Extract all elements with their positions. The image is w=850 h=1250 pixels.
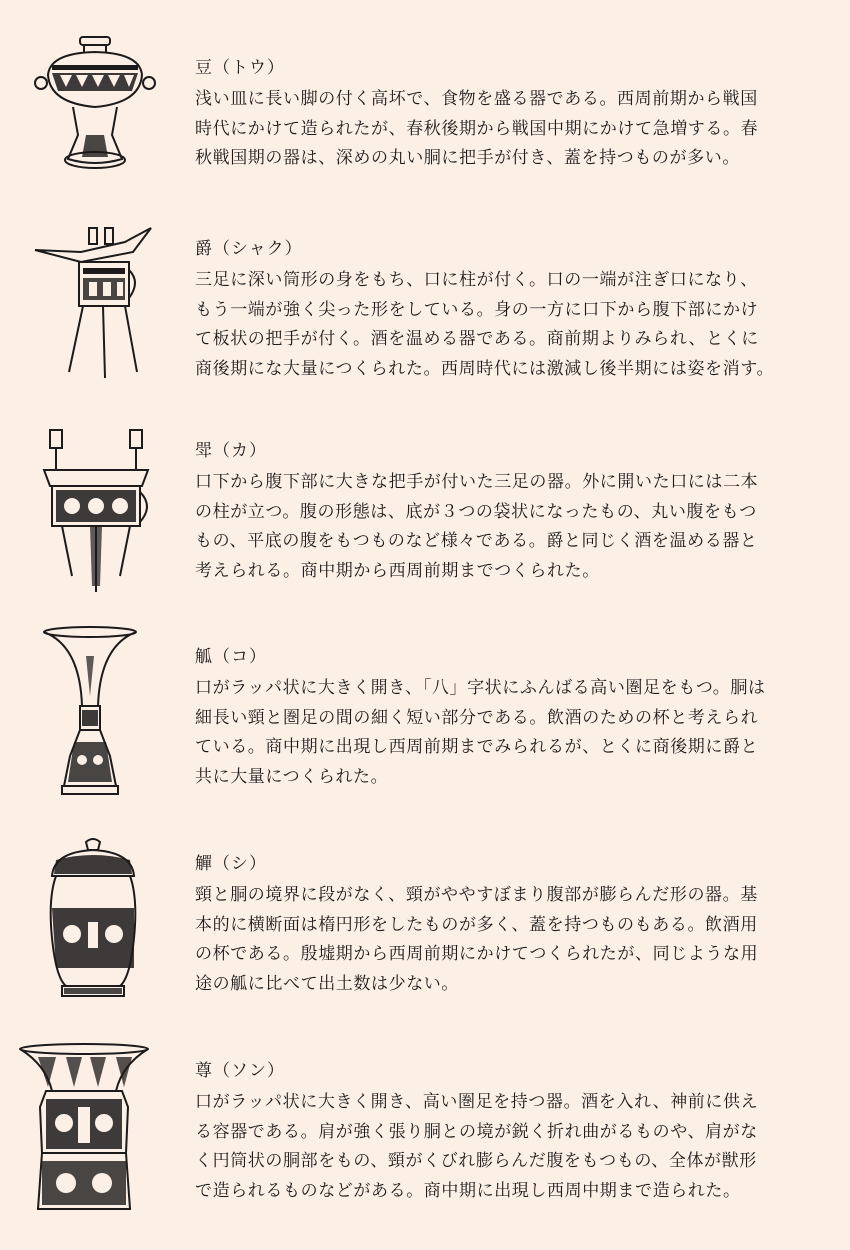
entry-line: もう一端が強く尖った形をしている。身の一方に口下から腹下部にかけ xyxy=(195,299,759,320)
entry-line: 口がラッパ状に大きく開き、「八」字状にふんばる高い圏足をもつ。胴は xyxy=(195,678,766,698)
entry-line: の杯である。殷墟期から西周前期にかけてつくられたが、同じような用 xyxy=(195,944,759,964)
entry-heading: 觚（コ） xyxy=(195,647,267,667)
gu-vessel-icon xyxy=(40,626,140,798)
entry-line: 浅い皿に長い脚の付く高坏で、食物を盛る器である。西周前期から戦国 xyxy=(195,89,758,109)
dou-vessel-icon xyxy=(28,35,163,175)
entry-heading: 斝（カ） xyxy=(195,441,267,461)
jue-vessel-icon xyxy=(33,222,153,382)
jia-vessel-icon xyxy=(36,426,156,596)
entry-line: て板状の把手が付く。酒を温める器である。商前期よりみられ、とくに xyxy=(195,329,759,349)
entry-line: く円筒状の胴部をもの、頸がくびれ膨らんだ腹をもつもの、全体が獣形 xyxy=(195,1151,757,1171)
entry-line: 三足に深い筒形の身をもち、口に柱が付く。口の一端が注ぎ口になり、 xyxy=(195,270,758,290)
entry-line: 時代にかけて造られたが、春秋後期から戦国中期にかけて急増する。春 xyxy=(195,118,759,139)
entry-heading: 尊（ソン） xyxy=(195,1061,285,1081)
entry-line: で造られるものなどがある。商中期に出現し西周中期まで造られた。 xyxy=(195,1180,741,1201)
entry-line: 口下から腹下部に大きな把手が付いた三足の器。外に開いた口には二本 xyxy=(195,472,759,492)
entry-line: 細長い頸と圏足の間の細く短い部分である。飲酒のための杯と考えられ xyxy=(195,707,759,728)
entry-heading: 觶（シ） xyxy=(195,854,267,874)
entry-heading: 爵（シャク） xyxy=(195,239,303,259)
entry-line: 共に大量につくられた。 xyxy=(195,766,389,787)
entry-line: る容器である。肩が強く張り胴との境が鋭く折れ曲がるものや、肩がな xyxy=(195,1121,758,1142)
entry-line: 頸と胴の境界に段がなく、頸がややすぼまり腹部が膨らんだ形の器。基 xyxy=(195,885,758,905)
entry-line: 途の觚に比べて出土数は少ない。 xyxy=(195,973,459,994)
entry-line: もの、平底の腹をもつものなど様々である。爵と同じく酒を温める器と xyxy=(195,531,758,551)
entry-line: 秋戦国期の器は、深めの丸い胴に把手が付き、蓋を持つものが多い。 xyxy=(195,148,740,168)
entry-heading: 豆（トウ） xyxy=(195,58,285,78)
entry-line: 考えられる。商中期から西周前期までつくられた。 xyxy=(195,560,600,581)
entry-line: 口がラッパ状に大きく開き、高い圏足を持つ器。酒を入れ、神前に供え xyxy=(195,1092,759,1112)
entry-line: 商後期にな大量につくられた。西周時代には激減し後半期には姿を消す。 xyxy=(195,358,775,379)
entry-line: ている。商中期に出現し西周前期までみられるが、とくに商後期に爵と xyxy=(195,737,759,757)
zhi-vessel-icon xyxy=(38,838,148,1000)
entry-line: の柱が立つ。腹の形態は、底が３つの袋状になったもの、丸い腹をもつ xyxy=(195,501,757,522)
entry-line: 本的に横断面は楕円形をしたものが多く、蓋を持つものもある。飲酒用 xyxy=(195,914,758,935)
zun-vessel-icon xyxy=(16,1043,152,1215)
